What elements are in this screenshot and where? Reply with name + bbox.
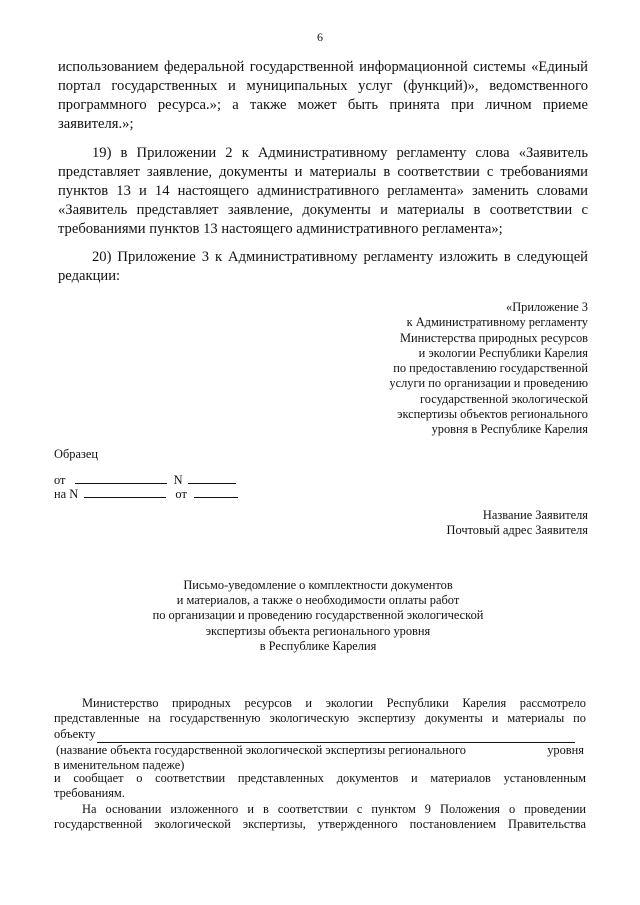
paragraph-intro: [58, 58, 588, 134]
addressee-block: [360, 508, 588, 538]
text-line: Министерство природных ресурсов и экологии Республики Карелия рассмотрело: [82, 696, 586, 710]
title-line: и материалов, а также о необходимости оплаты работ: [176, 593, 460, 608]
from-label: от: [54, 473, 66, 487]
appendix-header: [360, 300, 588, 438]
text-line: программного ресурса.»; а также может быть принята при личном приеме: [58, 97, 588, 113]
letter-body-p1: [54, 696, 586, 743]
object-hint: [54, 743, 586, 773]
title-line: Письмо-уведомление о комплектности документов: [183, 578, 453, 592]
appendix-line: к Административному регламенту: [406, 315, 588, 330]
appendix-line: «Приложение 3: [506, 300, 588, 314]
addressee-name: Название Заявителя: [482, 508, 588, 522]
text-line: требованиям.: [54, 786, 125, 801]
appendix-line: государственной экологической: [420, 391, 588, 406]
hint-text-2: в именительном падеже): [54, 758, 185, 772]
text-line: представленные на государственную экологическую экспертизу документы и материалы по: [54, 711, 586, 726]
text-line: заявителя.»;: [58, 116, 134, 132]
object-name-blank: [97, 727, 575, 743]
on-number-label: на N: [54, 487, 79, 501]
appendix-line: по предоставлению государственной: [393, 361, 588, 376]
text-line: требованиями пунктов 13 настоящего административного регламента»;: [58, 221, 503, 237]
appendix-line: и экологии Республики Карелия: [418, 345, 588, 360]
addressee-address: Почтовый адрес Заявителя: [446, 523, 588, 537]
sample-label: Образец: [54, 447, 98, 461]
appendix-line: Министерства природных ресурсов: [399, 330, 588, 345]
page-number: 6: [317, 30, 323, 44]
letter-body-p3: [54, 802, 586, 833]
text-line: пунктов 13 и 14 настоящего административного регламента» заменить словами: [58, 183, 588, 199]
object-label: объекту: [54, 726, 96, 741]
reference-line-1: [54, 473, 254, 488]
ref-date-blank: [194, 497, 238, 498]
text-line: использованием федеральной государственной информационной системы «Единый: [58, 59, 588, 75]
title-line: в Республике Карелия: [259, 638, 377, 653]
text-line: редакции:: [58, 268, 121, 284]
number-label: N: [173, 473, 183, 487]
title-line: по организации и проведению государственной экологической: [152, 608, 484, 623]
reference-line-2: [54, 487, 254, 502]
letter-title: [118, 578, 518, 654]
text-line: На основании изложенного и в соответствии с пунктом 9 Положения о проведении: [82, 802, 586, 816]
text-line: 20) Приложение 3 к Административному регламенту изложить в следующей: [92, 249, 588, 265]
text-line: государственной экологической экспертизы, утвержденного постановлением Правительства: [54, 817, 586, 832]
paragraph-20: [58, 248, 588, 286]
letter-body-p2: [54, 771, 586, 802]
text-line: представляет заявление, документы и материалы в соответствии с требованиями: [58, 164, 588, 180]
ref-number-blank: [84, 497, 166, 498]
number-blank: [188, 483, 236, 484]
appendix-line: уровня в Республике Карелия: [431, 422, 588, 437]
paragraph-19: [58, 144, 588, 239]
text-line: и сообщает о соответствии представленных документов и материалов установленным: [54, 771, 586, 785]
hint-text: (название объекта государственной экологической экспертизы регионального: [56, 743, 466, 757]
title-line: экспертизы объекта регионального уровня: [205, 623, 431, 638]
text-line: «Заявитель представляет заявление, документы и материалы в соответствии с: [58, 202, 588, 218]
appendix-line: услуги по организации и проведению: [389, 376, 588, 391]
appendix-line: экспертизы объектов регионального: [397, 407, 588, 422]
date-blank: [75, 483, 167, 484]
text-line: [54, 727, 586, 743]
text-line: портал государственных и муниципальных услуг (функций)», ведомственного: [58, 78, 588, 94]
text-line: 19) в Приложении 2 к Административному регламенту слова «Заявитель: [92, 145, 588, 161]
from-label-2: от: [175, 487, 187, 501]
hint-text-right: уровня: [547, 743, 584, 757]
